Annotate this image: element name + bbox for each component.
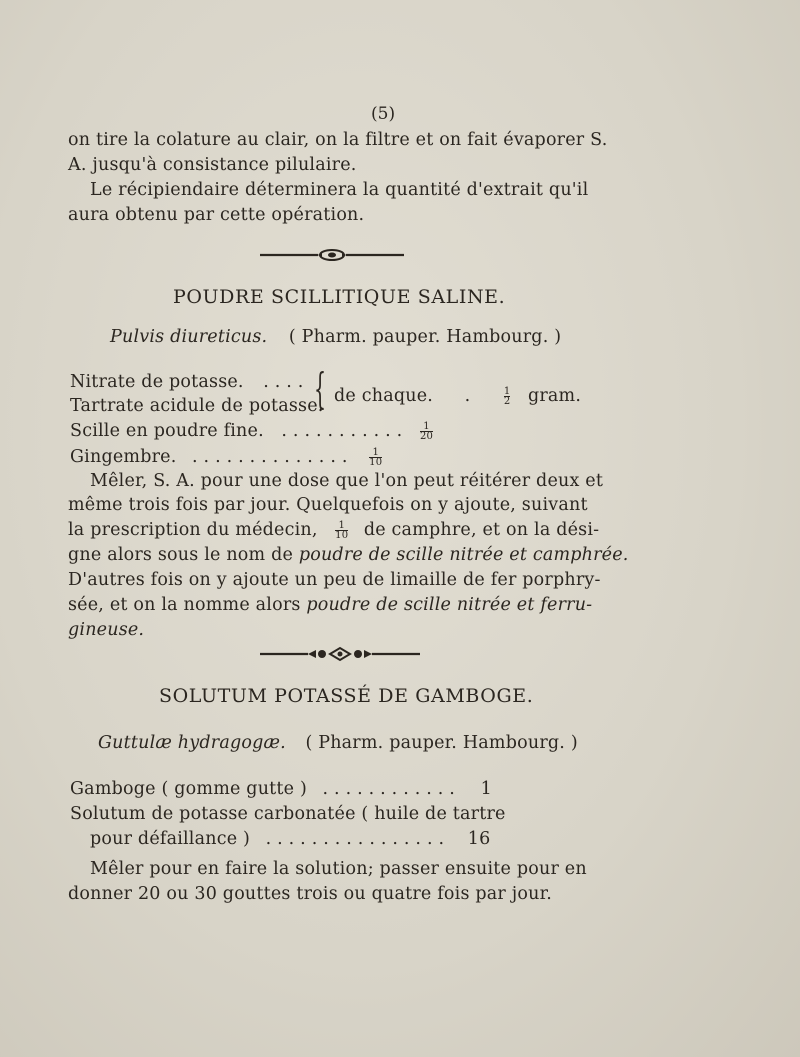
ingredient-row: Gamboge ( gomme gutte ) . . . . . . . . . . . . 1 bbox=[70, 779, 492, 799]
method-line: sée, et on la nomme alors poudre de scille nitrée et ferru- bbox=[68, 595, 593, 615]
fraction: $\frac{1}{2}$ bbox=[503, 386, 511, 407]
ingredient-row: Gingembre. . . . . . . . . . . . . . . $\frac{1}{10}$ bbox=[70, 447, 383, 468]
section-title-poudre: POUDRE SCILLITIQUE SALINE. bbox=[173, 286, 506, 308]
fraction: $\frac{1}{10}$ bbox=[369, 447, 383, 468]
method-line: gineuse. bbox=[68, 620, 145, 640]
fraction: $\frac{1}{10}$ bbox=[335, 520, 349, 541]
curly-brace: { bbox=[314, 364, 327, 413]
brace-note: de chaque. . $\frac{1}{2}$ gram. bbox=[334, 386, 582, 407]
intro-line-4: aura obtenu par cette opération. bbox=[68, 205, 365, 225]
intro-line-1: on tire la colature au clair, on la filtre et on fait évaporer S. bbox=[68, 130, 608, 150]
latin-name: Guttulæ hydragogæ. bbox=[98, 733, 286, 753]
method-line: donner 20 ou 30 gouttes trois ou quatre fois par jour. bbox=[68, 884, 552, 904]
ornamental-divider-1 bbox=[258, 248, 406, 262]
method-line: D'autres fois on y ajoute un peu de limaille de fer porphry- bbox=[68, 570, 601, 590]
ornamental-divider-2 bbox=[258, 646, 422, 662]
ingredient-row: pour défaillance ) . . . . . . . . . . . . . . . . 16 bbox=[90, 829, 491, 849]
section-title-solutum: SOLUTUM POTASSÉ DE GAMBOGE. bbox=[159, 685, 534, 707]
section-subtitle-poudre bbox=[110, 327, 561, 347]
method-line: gne alors sous le nom de poudre de scille nitrée et camphrée. bbox=[68, 545, 629, 565]
pharmacopoeia-reference: ( Pharm. pauper. Hambourg. ) bbox=[288, 327, 562, 347]
latin-name: Pulvis diureticus. bbox=[110, 327, 268, 347]
method-line: Mêler, S. A. pour une dose que l'on peut réitérer deux et bbox=[90, 471, 604, 491]
ingredient-row: Solutum de potasse carbonatée ( huile de tartre bbox=[70, 804, 506, 824]
ingredient-row: Scille en poudre fine. . . . . . . . . . . . $\frac{1}{20}$ bbox=[70, 421, 434, 442]
method-line: même trois fois par jour. Quelquefois on y ajoute, suivant bbox=[68, 495, 588, 515]
ingredient-row: Nitrate de potasse. . . . . bbox=[70, 372, 304, 392]
method-line: Mêler pour en faire la solution; passer ensuite pour en bbox=[90, 859, 587, 879]
section-subtitle-solutum bbox=[98, 733, 578, 753]
ingredient-row: Tartrate acidule de potasse. bbox=[70, 396, 324, 416]
intro-line-2: A. jusqu'à consistance pilulaire. bbox=[68, 155, 357, 175]
page-number: (5) bbox=[371, 104, 396, 124]
fraction: $\frac{1}{20}$ bbox=[419, 421, 434, 442]
intro-line-3: Le récipiendaire déterminera la quantité d'extrait qu'il bbox=[90, 180, 589, 200]
pharmacopoeia-reference: ( Pharm. pauper. Hambourg. ) bbox=[305, 733, 578, 753]
method-line: la prescription du médecin, $\frac{1}{10}$ de camphre, et on la dési- bbox=[68, 520, 600, 541]
